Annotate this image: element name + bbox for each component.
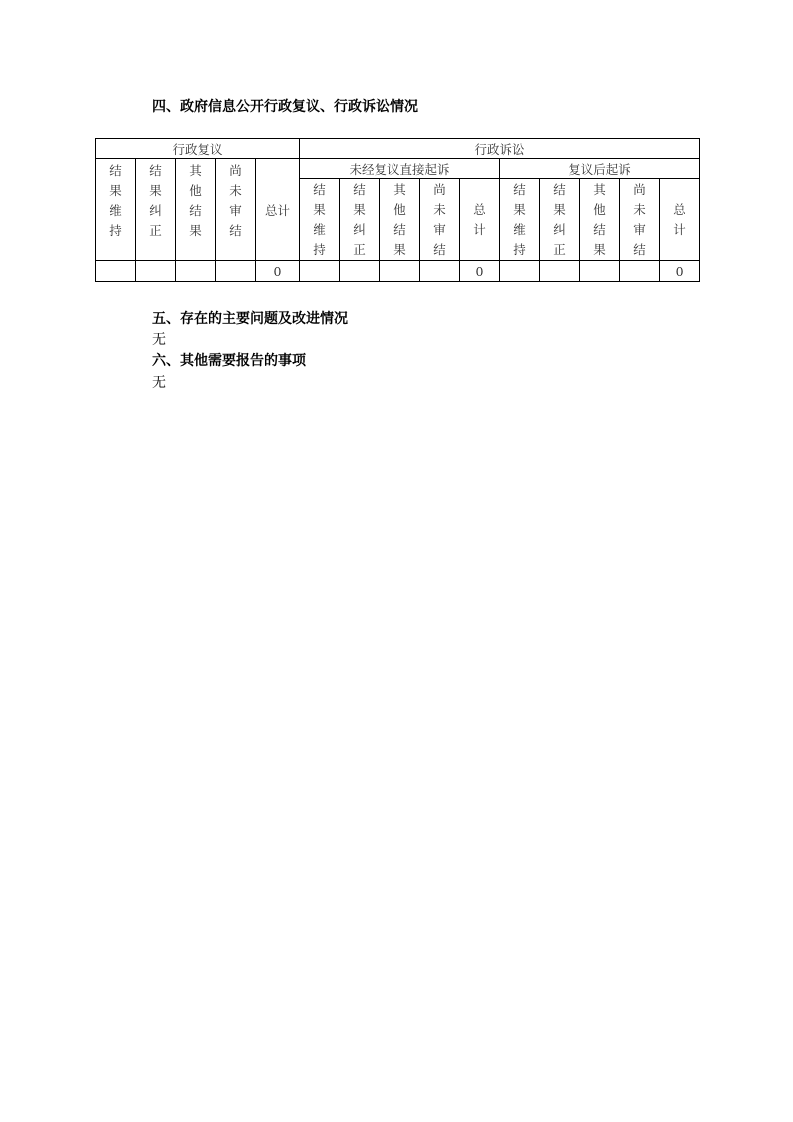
after-review-header: 复议后起诉 [500,159,700,179]
after-other-value [580,261,620,282]
direct-col-other: 其他结果 [380,179,420,261]
review-pending-value [216,261,256,282]
direct-col-upheld: 结果维持 [300,179,340,261]
direct-col-pending: 尚未审结 [420,179,460,261]
review-col-other: 其他结果 [176,159,216,261]
review-col-pending: 尚未审结 [216,159,256,261]
after-col-other: 其他结果 [580,179,620,261]
direct-corrected-value [340,261,380,282]
direct-col-total: 总计 [460,179,500,261]
after-col-corrected: 结果纠正 [540,179,580,261]
table-row [96,261,700,282]
after-total-value: 0 [660,261,700,282]
review-upheld-value [96,261,136,282]
direct-total-value: 0 [460,261,500,282]
review-col-corrected: 结果纠正 [136,159,176,261]
after-upheld-value [500,261,540,282]
direct-other-value [380,261,420,282]
direct-pending-value [420,261,460,282]
after-pending-value [620,261,660,282]
direct-upheld-value [300,261,340,282]
direct-col-corrected: 结果纠正 [340,179,380,261]
after-col-pending: 尚未审结 [620,179,660,261]
section-6-text: 无 [152,375,166,391]
after-corrected-value [540,261,580,282]
after-col-upheld: 结果维持 [500,179,540,261]
review-col-upheld: 结果维持 [96,159,136,261]
direct-suit-header: 未经复议直接起诉 [300,159,500,179]
review-corrected-value [136,261,176,282]
litigation-header: 行政诉讼 [300,139,700,159]
section-5-heading: 五、存在的主要问题及改进情况 [152,311,348,327]
admin-review-header: 行政复议 [96,139,300,159]
after-col-total: 总计 [660,179,700,261]
section-4-heading: 四、政府信息公开行政复议、行政诉讼情况 [152,99,418,115]
review-col-total: 总计 [256,159,300,261]
review-litigation-table [95,138,700,282]
review-other-value [176,261,216,282]
review-total-value: 0 [256,261,300,282]
section-5-text: 无 [152,332,166,348]
section-6-heading: 六、其他需要报告的事项 [152,353,306,369]
